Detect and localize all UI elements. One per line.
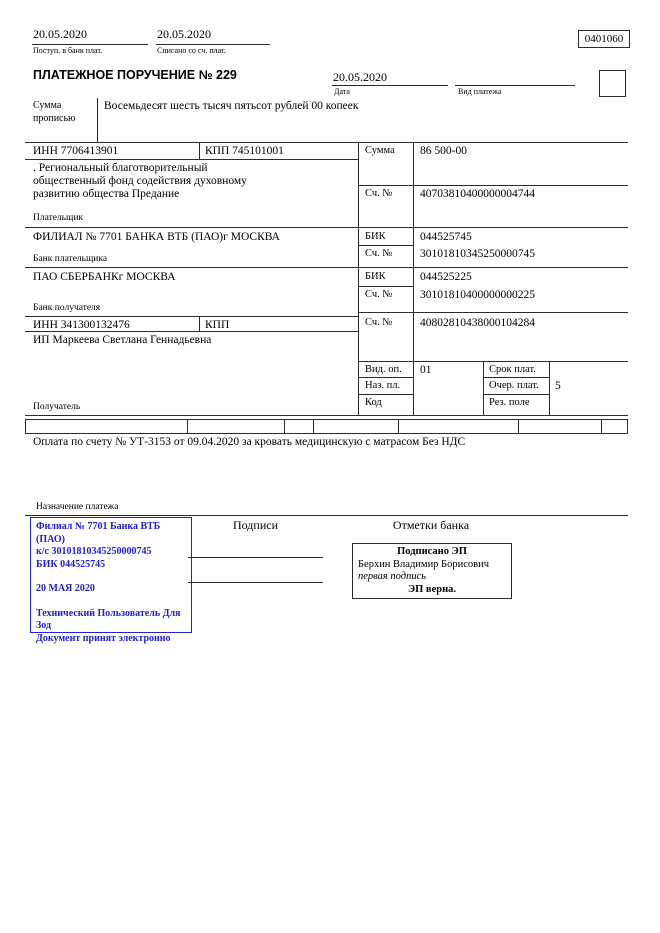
payee-account-value: 40802810438000104284 — [420, 317, 535, 329]
payee-bank-bik-divider — [358, 286, 413, 287]
stamp-line: к/с 30101810345250000745 — [36, 546, 152, 557]
payee-bank-bik-value: 044525225 — [420, 271, 472, 283]
table-col-divider-right — [413, 142, 414, 415]
order-label: Очер. плат. — [489, 380, 539, 391]
tax-fields-row — [25, 419, 628, 434]
document-date: 20.05.2020 — [333, 70, 387, 84]
signed-title: Подписано ЭП — [397, 546, 467, 557]
payee-inn: ИНН 341300132476 — [33, 319, 130, 331]
term-label: Срок плат. — [489, 364, 536, 375]
table-bottom-line — [25, 415, 628, 416]
payee-inn-kpp-divider — [199, 316, 200, 331]
payer-account-value: 40703810400000004744 — [420, 188, 535, 200]
tax-field-divider — [187, 420, 188, 433]
electronic-signature-box — [352, 543, 512, 599]
debited-date-label: Списано со сч. плат. — [157, 46, 226, 55]
form-code-box — [578, 30, 630, 48]
order-value: 5 — [555, 380, 561, 392]
received-date: 20.05.2020 — [33, 27, 87, 41]
payee-bank-account-label: Сч. № — [365, 289, 393, 300]
tax-field-divider — [518, 420, 519, 433]
payment-type-underline — [455, 85, 575, 86]
page-title: ПЛАТЕЖНОЕ ПОРУЧЕНИЕ № 229 — [33, 68, 237, 82]
payee-kpp-label: КПП — [205, 319, 230, 331]
amount-words-label-2: прописью — [33, 113, 76, 124]
tax-field-divider — [284, 420, 285, 433]
payer-bank-label: Банк плательщика — [33, 254, 108, 264]
payee-bank-underline — [25, 316, 358, 317]
payer-inn-underline — [25, 159, 358, 160]
signatures-title: Подписи — [232, 518, 279, 532]
debited-date-underline — [156, 44, 270, 45]
payer-kpp: КПП 745101001 — [205, 145, 284, 157]
reserve-label: Рез. поле — [489, 397, 530, 408]
payee-name: ИП Маркеева Светлана Геннадьевна — [33, 334, 212, 346]
amount-words-value: Восемьдесят шесть тысяч пятьсот рублей 00 копеек — [104, 100, 359, 112]
stamp-gap — [36, 596, 186, 608]
payer-label: Плательщик — [33, 213, 84, 223]
signature-valid-text: ЭП верна. — [407, 583, 456, 595]
stamp-line: БИК 044525745 — [36, 558, 106, 570]
date-label: Дата — [334, 87, 350, 96]
op-block-top-line — [358, 361, 628, 362]
payer-bank-bik-value: 044525745 — [420, 231, 472, 243]
signature-line-2 — [188, 582, 323, 583]
code-label: Код — [365, 397, 382, 408]
stamp-line: Документ принят электронно — [36, 632, 171, 644]
received-date-label: Поступ. в банк плат. — [33, 46, 103, 55]
payer-bank-name: ФИЛИАЛ № 7701 БАНКА ВТБ (ПАО)г МОСКВА — [33, 231, 280, 243]
stamp-line: Зод — [36, 620, 52, 631]
signature-kind: первая подпись — [358, 571, 427, 582]
payer-bank-account-label: Сч. № — [365, 248, 393, 259]
payer-inn: ИНН 7706413901 — [33, 145, 119, 157]
op-type-value: 01 — [420, 364, 432, 376]
bank-stamp — [30, 517, 192, 644]
op-row-divider-a1 — [358, 377, 413, 378]
bank-marks-title: Отметки банка — [392, 518, 470, 532]
payer-bank-underline — [25, 267, 358, 268]
payee-bank-label: Банк получателя — [33, 303, 101, 313]
payment-type-box — [599, 70, 626, 97]
bottom-section-line — [25, 515, 628, 516]
table-top-line — [25, 142, 628, 143]
payee-bank-row-line — [358, 312, 628, 313]
form-code: 0401060 — [584, 33, 624, 45]
payer-bank-row-line — [358, 267, 628, 268]
payer-bank-bik-label: БИК — [365, 231, 386, 242]
payer-inn-kpp-divider — [199, 142, 200, 159]
payer-name-line: общественный фонд содействия духовному — [33, 175, 247, 187]
sum-label: Сумма — [365, 145, 395, 156]
signature-line-1 — [188, 557, 323, 558]
stamp-line: Филиал № 7701 Банка ВТБ (ПАО) — [36, 521, 161, 545]
purpose-label: Назначение платежа — [36, 502, 119, 512]
amount-words-divider — [97, 98, 98, 142]
payee-bank-name: ПАО СБЕРБАНКг МОСКВА — [33, 271, 176, 283]
tax-field-divider — [398, 420, 399, 433]
payer-underline — [25, 227, 358, 228]
received-date-underline — [32, 44, 148, 45]
payer-account-row-line — [358, 227, 628, 228]
payer-name-line: . Региональный благотворительный — [33, 162, 208, 174]
op-row-divider-a2 — [483, 377, 549, 378]
amount-words-label-1: Сумма — [33, 100, 62, 111]
tax-field-divider — [601, 420, 602, 433]
payee-account-label: Сч. № — [365, 317, 393, 328]
payee-bank-bik-label: БИК — [365, 271, 386, 282]
op-block-divider-1 — [483, 361, 484, 415]
payer-bank-account-value: 30101810345250000745 — [420, 248, 535, 260]
stamp-line: 20 МАЯ 2020 — [36, 583, 95, 594]
op-row-divider-b2 — [483, 394, 549, 395]
signer-name: Берхин Владимир Борисович — [358, 558, 489, 570]
purpose-text: Оплата по счету № УТ-3153 от 09.04.2020 за кровать медицинскую с матрасом Без НДС — [33, 436, 466, 448]
payee-inn-underline — [25, 331, 358, 332]
tax-field-divider — [313, 420, 314, 433]
op-block-divider-2 — [549, 361, 550, 415]
debited-date: 20.05.2020 — [157, 27, 211, 41]
purpose-code-label: Наз. пл. — [365, 380, 401, 391]
stamp-line: Технический Пользователь Для — [36, 607, 181, 619]
op-row-divider-b1 — [358, 394, 413, 395]
payer-name-line: развитию общества Предание — [33, 188, 180, 200]
payee-bank-account-value: 30101810400000000225 — [420, 289, 535, 301]
payee-label: Получатель — [33, 402, 81, 412]
sum-row-line — [358, 185, 628, 186]
payment-type-label: Вид платежа — [458, 87, 502, 96]
op-type-label: Вид. оп. — [365, 364, 402, 375]
payer-account-label: Сч. № — [365, 188, 393, 199]
stamp-gap — [36, 571, 186, 583]
sum-value: 86 500-00 — [420, 145, 467, 157]
table-col-divider-left — [358, 142, 359, 415]
payer-bank-bik-divider — [358, 245, 413, 246]
date-underline — [332, 85, 448, 86]
